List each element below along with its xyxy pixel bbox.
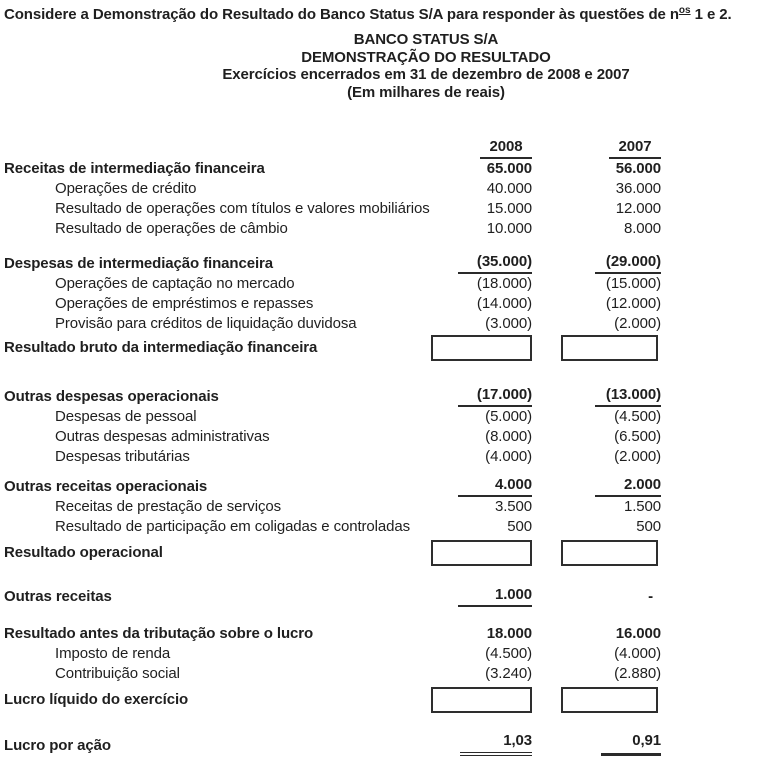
cell-2007 [559,587,667,607]
value-2007: 500 [636,518,661,535]
row-provisao-creditos-liquidacao-duvidosa [0,314,757,334]
cell-2007 [559,385,667,407]
row-label: Provisão para créditos de liquidação duvidosa [55,315,357,332]
cell-2008 [425,475,537,497]
row-imposto-de-renda [0,644,757,664]
value-2008: (18.000) [476,275,532,292]
answer-box-2007 [561,687,658,713]
value-2007: (2.000) [614,448,661,465]
row-label: Despesas de intermediação financeira [4,255,274,272]
cell-2007 [559,179,667,199]
cell-2007 [559,427,667,447]
cell-2007 [559,731,667,756]
value-2008: 15.000 [486,200,532,217]
row-label: Resultado de participação em coligadas e controladas [55,518,411,535]
cell-2008 [425,427,537,447]
statement-units: (Em milhares de reais) [347,83,505,101]
value-2008: 40.000 [486,180,532,197]
cell-2008 [425,407,537,427]
row-outras-receitas [0,585,757,607]
cell-2008 [425,517,537,537]
statement-name: DEMONSTRAÇÃO DO RESULTADO [301,48,551,66]
cell-2007 [559,274,667,294]
value-2008: (14.000) [476,295,532,312]
cell-2007 [559,664,667,684]
value-2007: (6.500) [614,428,661,445]
row-outras-despesas-operacionais [0,385,757,407]
value-2007: 1.500 [623,498,661,515]
row-resultado-operacional [0,539,757,566]
cell-2008 [425,219,537,239]
row-label: Receitas de prestação de serviços [55,498,281,515]
year-2007-label: 2007 [609,137,661,159]
cell-2008 [425,385,537,407]
cell-2008 [425,334,537,361]
cell-2008 [425,447,537,467]
row-label: Resultado operacional [4,544,163,561]
value-2008: 10.000 [486,220,532,237]
value-2008: 65.000 [486,160,532,177]
value-2007: (4.500) [614,408,661,425]
row-label: Resultado de operações de câmbio [55,220,288,237]
cell-2008 [425,199,537,219]
value-2007: 0,91 [601,731,661,756]
row-label: Despesas de pessoal [55,408,197,425]
cell-2008 [425,159,537,179]
cell-2007 [559,497,667,517]
value-2008: 4.000 [458,475,532,497]
answer-box-2008 [431,687,532,713]
value-2008: (5.000) [485,408,532,425]
row-resultado-bruto-intermediacao [0,334,757,361]
company-name: BANCO STATUS S/A [353,31,499,48]
cell-2007 [559,517,667,537]
row-lucro-por-acao [0,731,757,756]
instruction-text: Considere a Demonstração do Resultado do Banco Status S/A para responder às questões de n [4,6,679,23]
answer-box-2007 [561,540,658,566]
value-2007: 2.000 [595,475,661,497]
value-2008: 1.000 [458,585,532,607]
value-2008: (3.240) [485,665,532,682]
value-2007: - [648,588,653,605]
row-label: Operações de crédito [55,180,197,197]
row-label: Resultado antes da tributação sobre o lucro [4,625,314,642]
value-2007: 36.000 [615,180,661,197]
cell-2008 [425,252,537,274]
instruction-text-tail: 1 e 2. [690,6,732,23]
cell-2007 [559,539,667,566]
answer-box-2008 [431,335,532,361]
row-label: Outras despesas administrativas [55,428,270,445]
row-label: Outras despesas operacionais [4,388,219,405]
row-receitas-intermediacao-financeira [0,159,757,179]
cell-2007 [559,334,667,361]
row-outras-receitas-operacionais [0,475,757,497]
value-2007: (15.000) [605,275,661,292]
cell-2007 [559,407,667,427]
cell-2007 [559,447,667,467]
value-2007: 56.000 [615,160,661,177]
cell-2008 [425,497,537,517]
value-2007: (13.000) [595,385,661,407]
scanned-income-statement-page [0,5,757,759]
row-label: Outras receitas [4,588,112,605]
year-2008-label: 2008 [480,137,532,159]
cell-2007 [559,294,667,314]
statement-period: Exercícios encerrados em 31 de dezembro de 2008 e 2007 [222,66,630,83]
value-2008: (3.000) [485,315,532,332]
row-label: Imposto de renda [55,645,171,662]
value-2007: (4.000) [614,645,661,662]
value-2007: (29.000) [595,252,661,274]
value-2008: (8.000) [485,428,532,445]
row-label: Receitas de intermediação financeira [4,160,265,177]
value-2007: 16.000 [615,625,661,642]
row-label: Operações de empréstimos e repasses [55,295,314,312]
cell-2008 [425,539,537,566]
row-label: Contribuição social [55,665,180,682]
row-label: Despesas tributárias [55,448,190,465]
row-despesas-tributarias [0,447,757,467]
row-label: Outras receitas operacionais [4,478,208,495]
value-2008: (4.500) [485,645,532,662]
value-2007: (2.000) [614,315,661,332]
row-label: Resultado bruto da intermediação financeira [4,339,318,356]
row-operacoes-captacao-mercado [0,274,757,294]
cell-2007 [559,252,667,274]
cell-2007 [559,219,667,239]
column-header-2007 [559,137,667,159]
row-despesas-de-pessoal [0,407,757,427]
cell-2007 [559,624,667,644]
row-despesas-intermediacao-financeira [0,252,757,274]
cell-2008 [425,314,537,334]
row-label: Operações de captação no mercado [55,275,295,292]
row-operacoes-emprestimos-repasses [0,294,757,314]
value-2007: 8.000 [623,220,661,237]
cell-2008 [425,274,537,294]
cell-2008 [425,644,537,664]
cell-2008 [425,624,537,644]
value-2007: 12.000 [615,200,661,217]
column-header-row [0,137,757,159]
answer-box-2007 [561,335,658,361]
row-label: Lucro líquido do exercício [4,691,189,708]
cell-2007 [559,159,667,179]
value-2008: 500 [507,518,532,535]
cell-2008 [425,664,537,684]
cell-2007 [559,199,667,219]
row-resultado-operacoes-cambio [0,219,757,239]
row-contribuicao-social [0,664,757,684]
row-label: Resultado de operações com títulos e valores mobiliários [55,200,430,217]
value-2008: 1,03 [460,731,532,756]
cell-2007 [559,475,667,497]
instruction-ordinal-superscript: os [678,5,691,16]
cell-2008 [425,179,537,199]
instruction-line [4,5,757,23]
value-2008: (17.000) [458,385,532,407]
row-receitas-prestacao-servicos [0,497,757,517]
row-outras-despesas-administrativas [0,427,757,447]
value-2008: 18.000 [486,625,532,642]
cell-2008 [425,585,537,607]
row-label: Lucro por ação [4,737,111,754]
row-operacoes-de-credito [0,179,757,199]
cell-2008 [425,731,537,756]
row-resultado-participacao-coligadas [0,517,757,537]
value-2008: 3.500 [494,498,532,515]
statement-title-block [95,31,757,101]
cell-2007 [559,644,667,664]
value-2008: (35.000) [458,252,532,274]
value-2007: (12.000) [605,295,661,312]
value-2008: (4.000) [485,448,532,465]
cell-2008 [425,686,537,713]
value-2007: (2.880) [614,665,661,682]
row-resultado-antes-tributacao [0,624,757,644]
cell-2007 [559,686,667,713]
column-header-2008 [425,137,537,159]
row-resultado-titulos-valores-mobiliarios [0,199,757,219]
answer-box-2008 [431,540,532,566]
cell-2008 [425,294,537,314]
income-statement-table [0,137,757,756]
row-lucro-liquido-exercicio [0,686,757,713]
cell-2007 [559,314,667,334]
